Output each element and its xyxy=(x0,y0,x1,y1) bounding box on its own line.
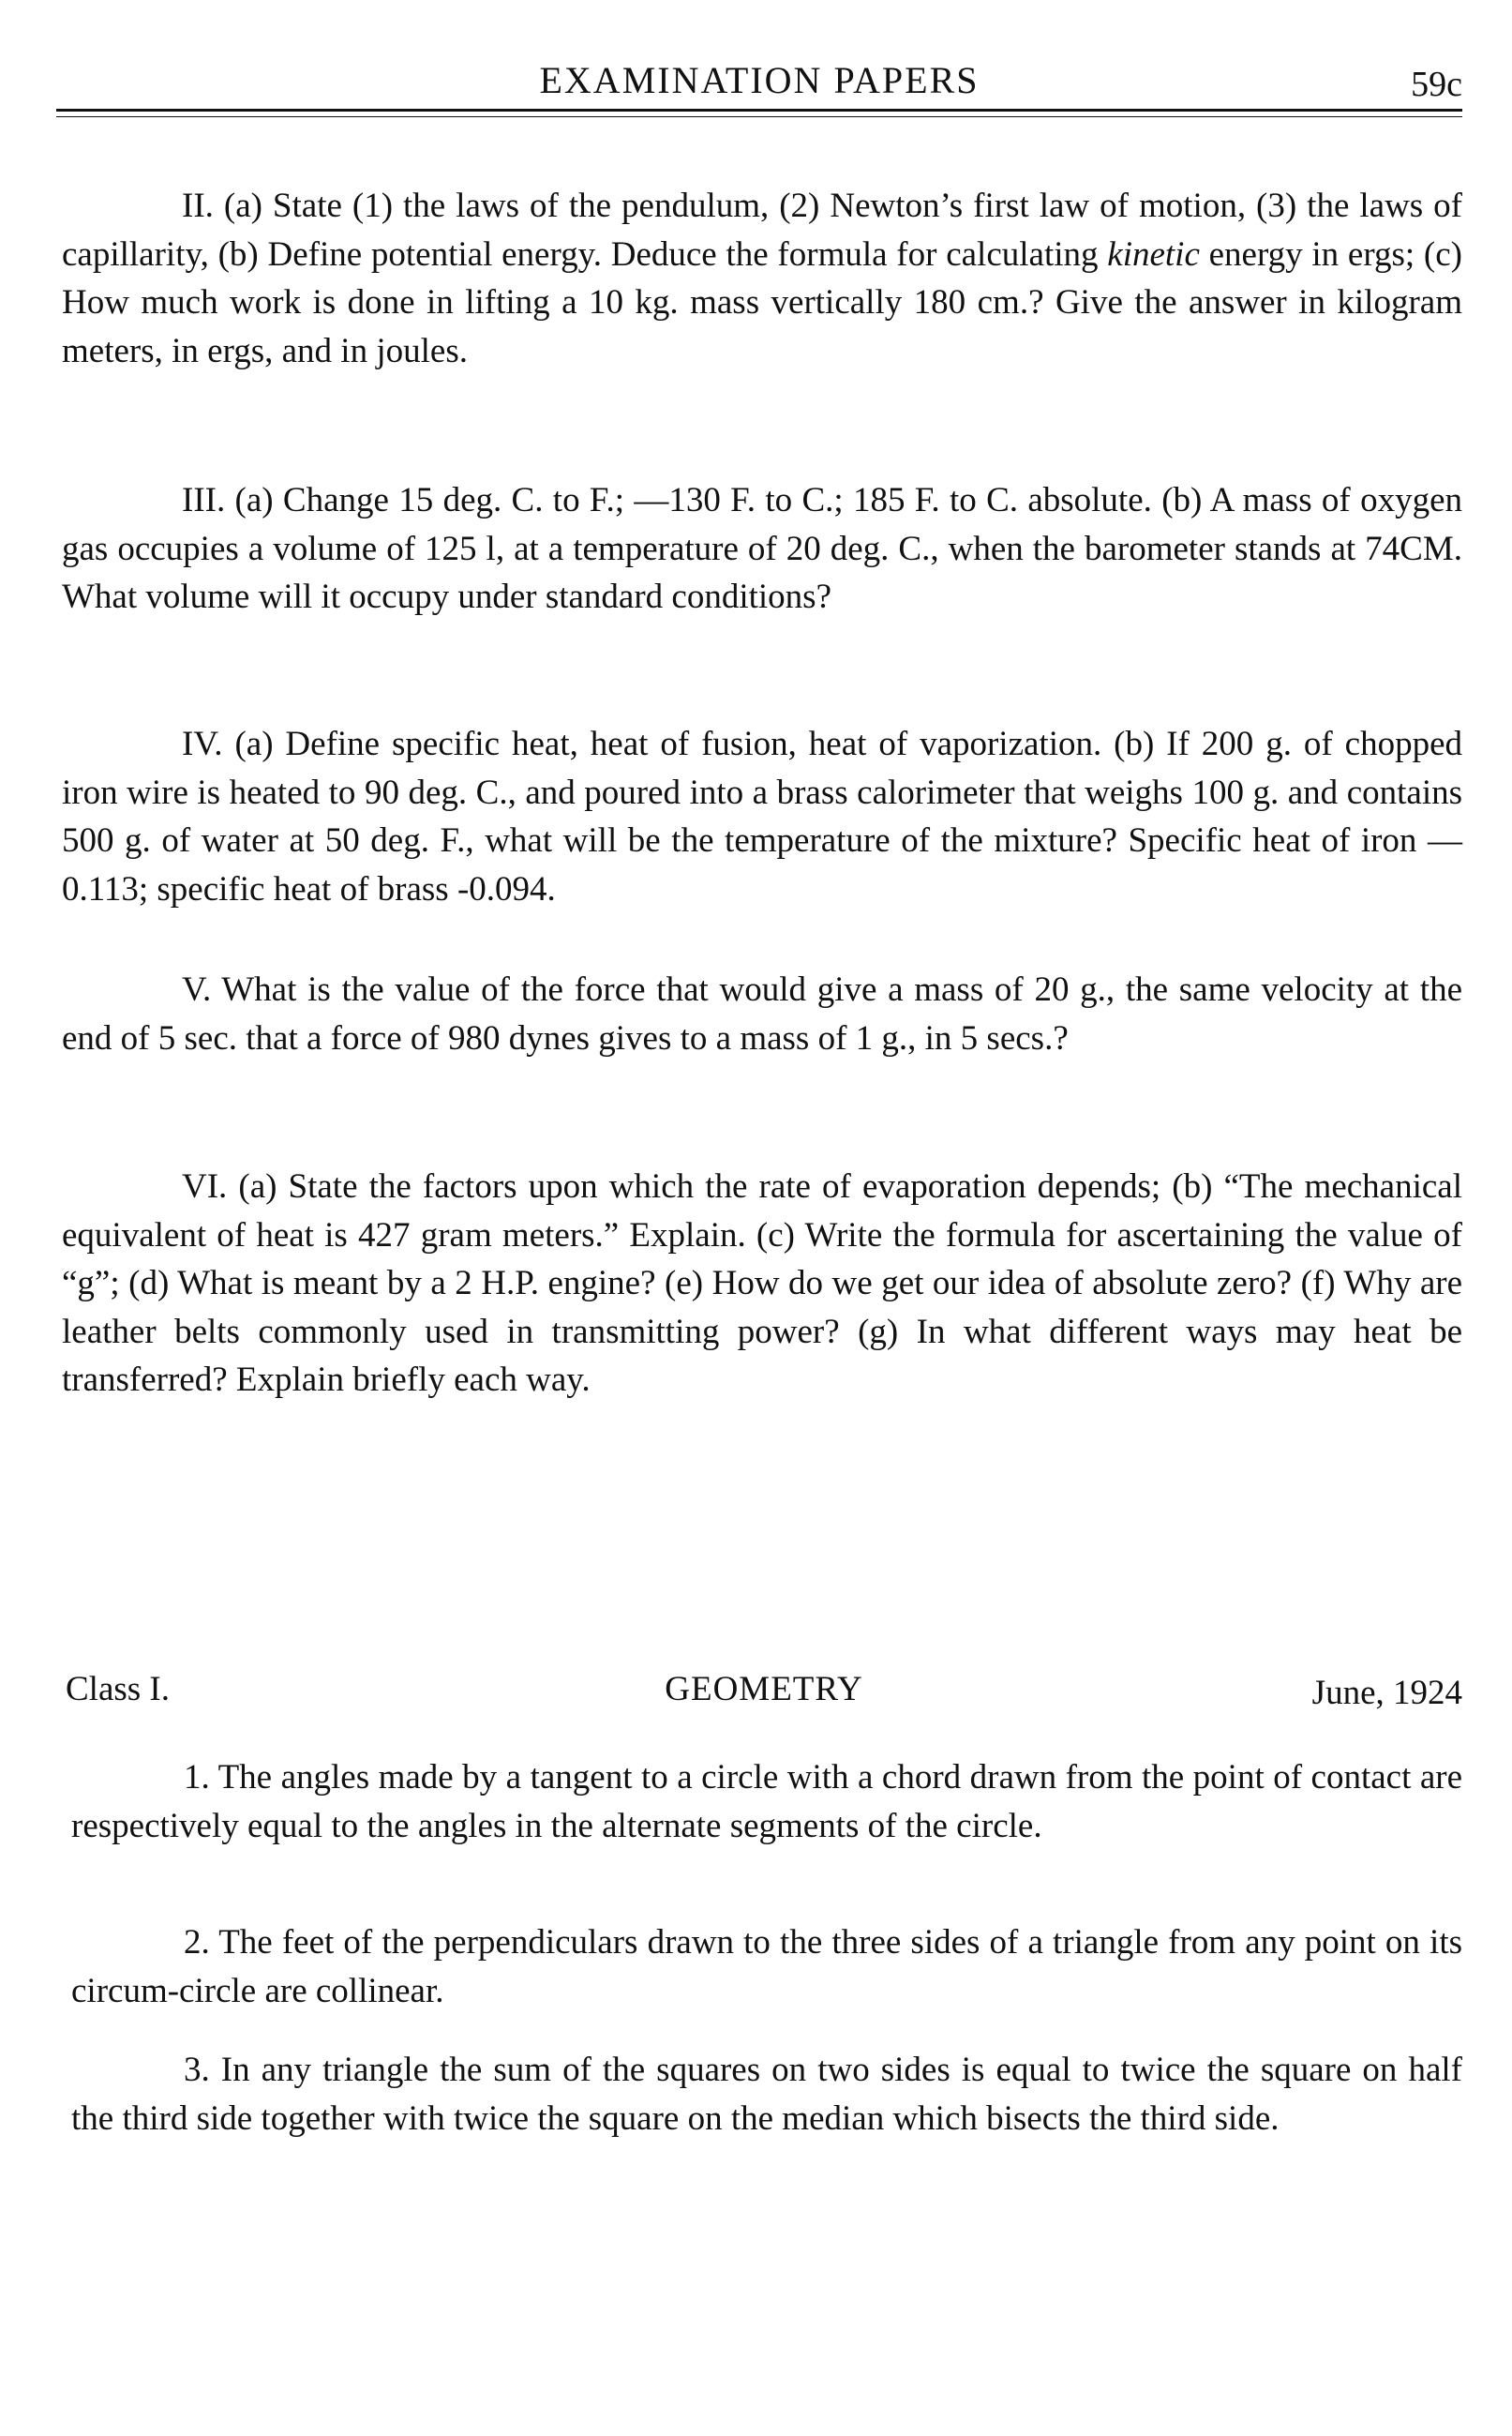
header-rule-thick xyxy=(56,109,1462,112)
question-2-emphasis: kinetic xyxy=(1107,234,1200,274)
geometry-item-3-text: 3. In any triangle the sum of the squares on two sides is equal to twice the square on half the third side together with twice the square on the median which bisects the third side. xyxy=(71,2051,1462,2138)
class-label: Class I. xyxy=(66,1670,170,1708)
question-3 xyxy=(62,476,1462,622)
question-2 xyxy=(62,182,1462,375)
question-2-text xyxy=(62,182,1462,375)
geometry-item-2-text: 2. The feet of the perpendiculars drawn to the three sides of a triangle from any point on its circum-circle are collinear. xyxy=(71,1923,1462,2010)
question-2-text-part2: energy in ergs; (c) How much work is done in lifting a 10 kg. mass vertically 180 cm.? Give the answer in kilogram meters, in ergs, and in joules. xyxy=(62,234,1462,370)
section-date: June, 1924 xyxy=(1311,1674,1462,1712)
question-6 xyxy=(62,1163,1462,1405)
header-rule-thin xyxy=(56,116,1462,117)
running-title: EXAMINATION PAPERS xyxy=(539,59,980,101)
question-2-text-part1: II. (a) State (1) the laws of the pendulum, (2) Newton’s first law of motion, (3) the laws of capillarity, (b) Define potential energy. Deduce the formula for calculating xyxy=(62,187,1462,274)
section-subject: GEOMETRY xyxy=(665,1670,863,1708)
geometry-item-1 xyxy=(71,1753,1462,1850)
question-4 xyxy=(62,720,1462,913)
page-header xyxy=(56,58,1462,114)
question-5-text: V. What is the value of the force that would give a mass of 20 g., the same velocity at the end of 5 sec. that a force of 980 dynes gives to a mass of 1 g., in 5 secs.? xyxy=(62,970,1462,1058)
geometry-item-2 xyxy=(71,1918,1462,2015)
question-5 xyxy=(62,966,1462,1062)
geometry-item-1-text: 1. The angles made by a tangent to a circle with a chord drawn from the point of contact are respectively equal to the angles in the alternate segments of the circle. xyxy=(71,1758,1462,1845)
question-6-text: VI. (a) State the factors upon which the rate of evaporation depends; (b) “The mechanical equivalent of heat is 427 gram meters.” Explain. (c) Write the formula for ascertaining the value of “g”; (d) What is meant by a 2 H.P. engine? (e) How do we get our idea of absolute zero? (f) Why are leather belts commonly used in transmitting power? (g) In what different ways may heat be transferred? Explain briefly each way. xyxy=(62,1167,1462,1399)
question-3-text: III. (a) Change 15 deg. C. to F.; —130 F. to C.; 185 F. to C. absolute. (b) A mass of oxygen gas occupies a volume of 125 l, at a temperature of 20 deg. C., when the barometer stands at 74CM. What volume will it occupy under standard conditions? xyxy=(62,481,1462,616)
geometry-item-3 xyxy=(71,2046,1462,2143)
geometry-section-header xyxy=(66,1669,1462,1716)
page-number: 59c xyxy=(1411,65,1462,104)
question-4-text: IV. (a) Define specific heat, heat of fusion, heat of vaporization. (b) If 200 g. of chopped iron wire is heated to 90 deg. C., and poured into a brass calorimeter that weighs 100 g. and contains 500 g. of water at 50 deg. F., what will be the temperature of the mixture? Specific heat of iron —0.113; specific heat of brass -0.094. xyxy=(62,725,1462,909)
